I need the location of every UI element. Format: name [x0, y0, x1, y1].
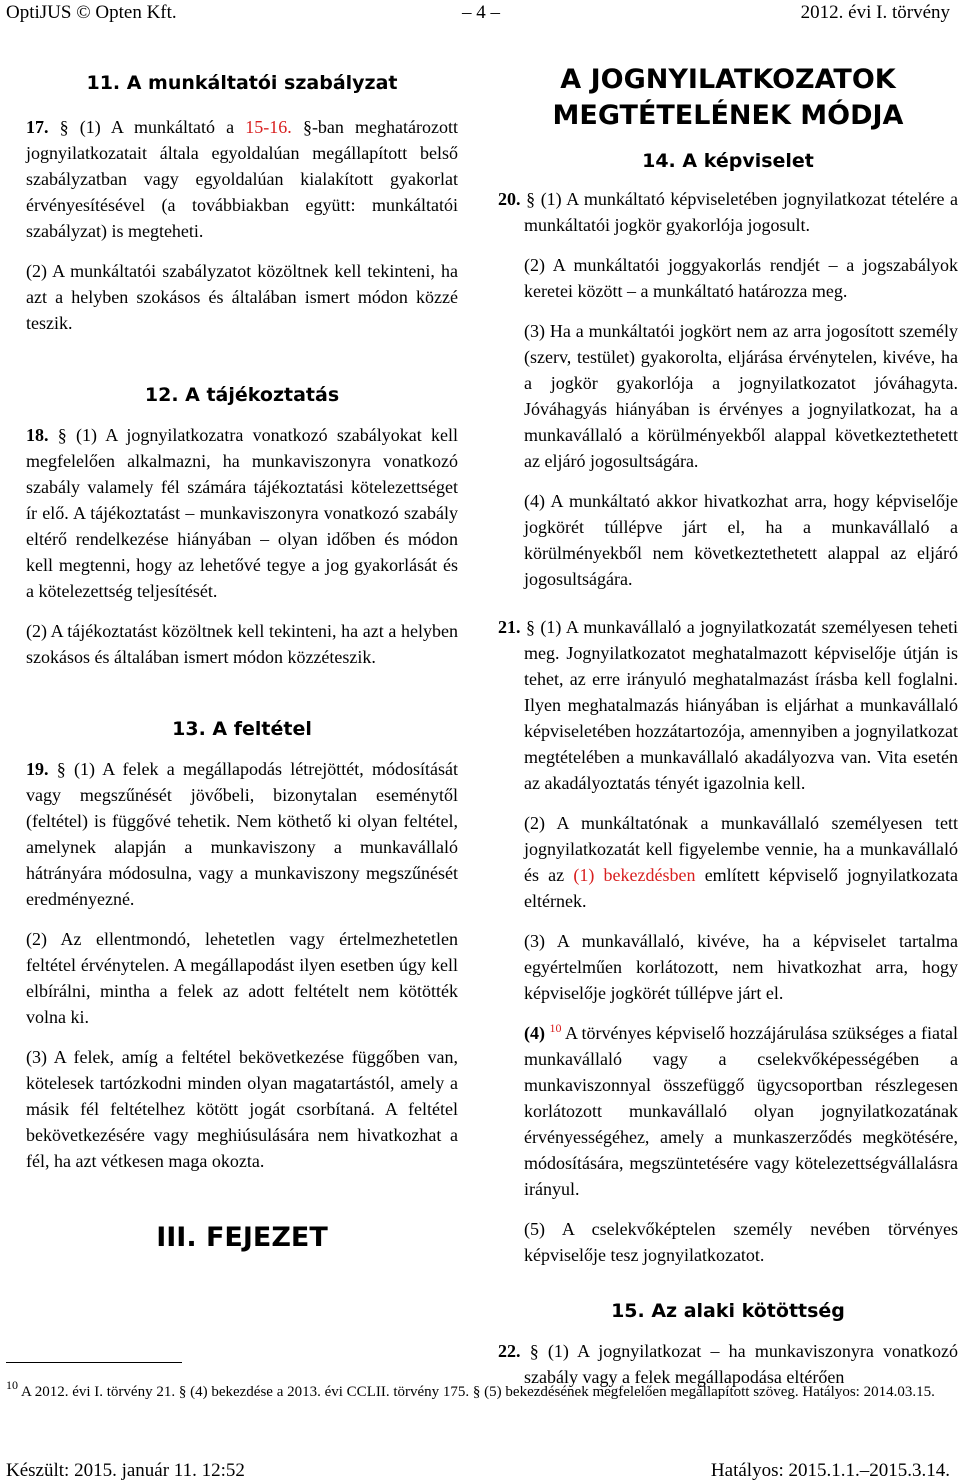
paragraph-20-4: (4) A munkáltató akkor hivatkozhat arra, hogy képviselője jogkörét túllépve járt el, ha a munkavállaló a körülményekből nem következtethetett alappal az eljáró jogosultságára.	[524, 491, 958, 589]
paragraph-17-2: (2) A munkáltatói szabályzatot közöltnek kell tekinteni, ha azt a helyben szokásos és általában ismert módon közzé teszik.	[26, 261, 458, 333]
paragraph-20-1: 20. § (1) A munkáltató képviseletében jognyilatkozat tételére a munkáltatói jogkör gyakorlója jogosult.	[498, 189, 959, 235]
section-sign: §	[526, 189, 536, 209]
paragraph-21-3: (3) A munkavállaló, kivéve, ha a képviselet tartalma egyértelműen korlátozott, nem hivatkozhat arra, hogy képviselője jogkörét túllépve járt el.	[524, 931, 958, 1003]
paragraph-18-2: (2) A tájékoztatást közöltnek kell tekinteni, ha azt a helyben szokásos és általában ismert módon közzéteszik.	[26, 621, 458, 667]
footer-effective: Hatályos: 2015.1.1.–2015.3.14.	[710, 1460, 950, 1481]
paragraph-number: 22.	[498, 1341, 521, 1361]
footnote-divider	[6, 1362, 182, 1363]
section-12-title: 12. A tájékoztatás	[144, 384, 340, 406]
section-sign: §	[525, 617, 535, 637]
paragraph-number: 21.	[498, 617, 521, 637]
paragraph-number: 17.	[26, 117, 49, 137]
section-sign: §	[302, 117, 312, 137]
paragraph-19-3: (3) A felek, amíg a feltétel bekövetkezése függőben van, kötelesek tartózkodni minden olyan magatartástól, amely a másik fél feltételhez kötött jogát csorbítaná. A feltétel bekövetkezésére vagy meghiúsulására nem hivatkozhat a fél, ha azt vétkesen maga okozta.	[26, 1047, 458, 1171]
footnote	[6, 1378, 956, 1403]
footnote-text: A 2012. évi I. törvény 21. § (4) bekezdése a 2013. évi CCLII. törvény 175. § (5) bekezdésének megfelelően megállapított szöveg. Hatályos: 2014.03.15.	[20, 1384, 935, 1400]
paragraph-number: 18.	[26, 425, 49, 445]
paragraph-21-2: (2) A munkáltatónak a munkavállaló személyesen tett jognyilatkozatát kell figyelembe vennie, ha a munkavállaló és az (1) bekezdésben említett képviselő jognyilatkozata eltérnek.	[524, 813, 958, 911]
section-sign: §	[529, 1341, 539, 1361]
right-column	[498, 62, 958, 1404]
cross-reference-link[interactable]: (1) bekezdésben	[573, 865, 696, 885]
paragraph-21-1: 21. § (1) A munkavállaló a jognyilatkozatát személyesen teheti meg. Jognyilatkozatot meghatalmazott képviselője útján is tehet, az erre irányuló meghatalmazást írásba kell foglalni. Ilyen meghatalmazás hiányában is eljárhat a munkavállaló képviseletében hozzátartozója, amennyiben a jognyilatkozat megtételében a munkavállaló akadályozva van. Vita esetén az akadályoztatás tényét igazolnia kell.	[498, 617, 958, 793]
footnote-number: 10	[6, 1378, 18, 1392]
header-law-title: 2012. évi I. törvény	[800, 2, 950, 23]
paragraph-21-4: (4) $^{10}$ A törvényes képviselő hozzájárulása szükséges a fiatal munkavállaló vagy a cselekvőképességében a munkaviszonnyal összefüggő ügycsoportban részlegesen korlátozott munkavállaló olyan jognyilatkozatának érvényességéhez, amely a munkaszerződés megkötésére, módosítására, megszüntetésére vagy kötelezettségvállalásra irányul.	[524, 1021, 958, 1199]
paragraph-21-5: (5) A cselekvőképtelen személy nevében törvényes képviselője tesz jognyilatkozatot.	[524, 1219, 958, 1265]
cross-reference-link[interactable]: 15-16.	[245, 117, 292, 137]
header-source: OptiJUS © Opten Kft.	[6, 2, 177, 23]
paragraph-number: 19.	[26, 759, 49, 779]
footer-created: Készült: 2015. január 11. 12:52	[6, 1460, 245, 1481]
section-13-title: 13. A feltétel	[172, 718, 312, 740]
paragraph-20-3: (3) Ha a munkáltatói jogkört nem az arra jogosított személy (szerv, testület) gyakorolta, eljárása érvénytelen, kivéve, ha a jogkör gyakorlója a jognyilatkozatot jóváhagyta. Jóváhagyás hiányában is érvényes a jognyilatkozat, ha a munkavállaló a körülményekből alappal következtethetett az eljáró jogosultságára.	[524, 321, 958, 471]
paragraph-20-2: (2) A munkáltatói joggyakorlás rendjét – a jogszabályok keretei között – a munkáltató határozza meg.	[524, 255, 958, 301]
chapter-title: A JOGNYILATKOZATOK MEGTÉTELÉNEK MÓDJA	[552, 64, 904, 131]
section-15-title: 15. Az alaki kötöttség	[611, 1300, 845, 1322]
section-11-title: 11. A munkáltatói szabályzat	[86, 72, 398, 94]
left-column	[26, 62, 458, 1256]
section-14-title: 14. A képviselet	[642, 150, 814, 172]
paragraph-18-1: 18. § (1) A jognyilatkozatra vonatkozó szabályokat kell megfelelően alkalmazni, ha munkaviszonyra vonatkozó szabály valamely fél számára tájékoztatási kötelezettséget ír elő. A tájékoztatást – munkaviszonyra vonatkozó szabály eltérő rendelkezése hiányában – olyan időben és módon kell megtenni, hogy az lehetővé tegye a jog gyakorlását és a kötelezettség teljesítését.	[26, 425, 458, 601]
section-sign: §	[57, 425, 67, 445]
chapter-heading: III. FEJEZET	[156, 1222, 328, 1253]
header-page-number: – 4 –	[462, 2, 500, 23]
section-sign: §	[59, 117, 69, 137]
section-sign: §	[56, 759, 66, 779]
footnote-reference[interactable]: 10	[549, 1021, 562, 1035]
paragraph-number: 20.	[498, 189, 521, 209]
paragraph-19-2: (2) Az ellentmondó, lehetetlen vagy értelmezhetetlen feltétel érvénytelen. A megállapodást ilyen esetben úgy kell elbírálni, mintha a felek az adott feltételt nem kötötték volna ki.	[26, 929, 458, 1027]
paragraph-22-1: 22. § (1) A jognyilatkozat – ha munkaviszonyra vonatkozó szabály vagy a felek megállapodása eltérően	[498, 1341, 959, 1387]
paragraph-17-1: 17. § (1) A munkáltató a 15-16. §-ban meghatározott jognyilatkozatait általa egyoldalúan megállapított belső szabályzatban vagy egyoldalúan kialakított gyakorlat érvényesítésével (a továbbiakban együtt: munkáltatói szabályzat) is megteheti.	[26, 117, 459, 241]
paragraph-19-1: 19. § (1) A felek a megállapodás létrejöttét, módosítását vagy megszűnését jövőbeli, bizonytalan eseménytől (feltétel) is függővé tehetik. Nem köthető ki olyan feltétel, amelynek alapján a munkaviszony a munkavállaló hátrányára módosulna, vagy a munkaviszony megszűnését eredményezné.	[26, 759, 459, 909]
